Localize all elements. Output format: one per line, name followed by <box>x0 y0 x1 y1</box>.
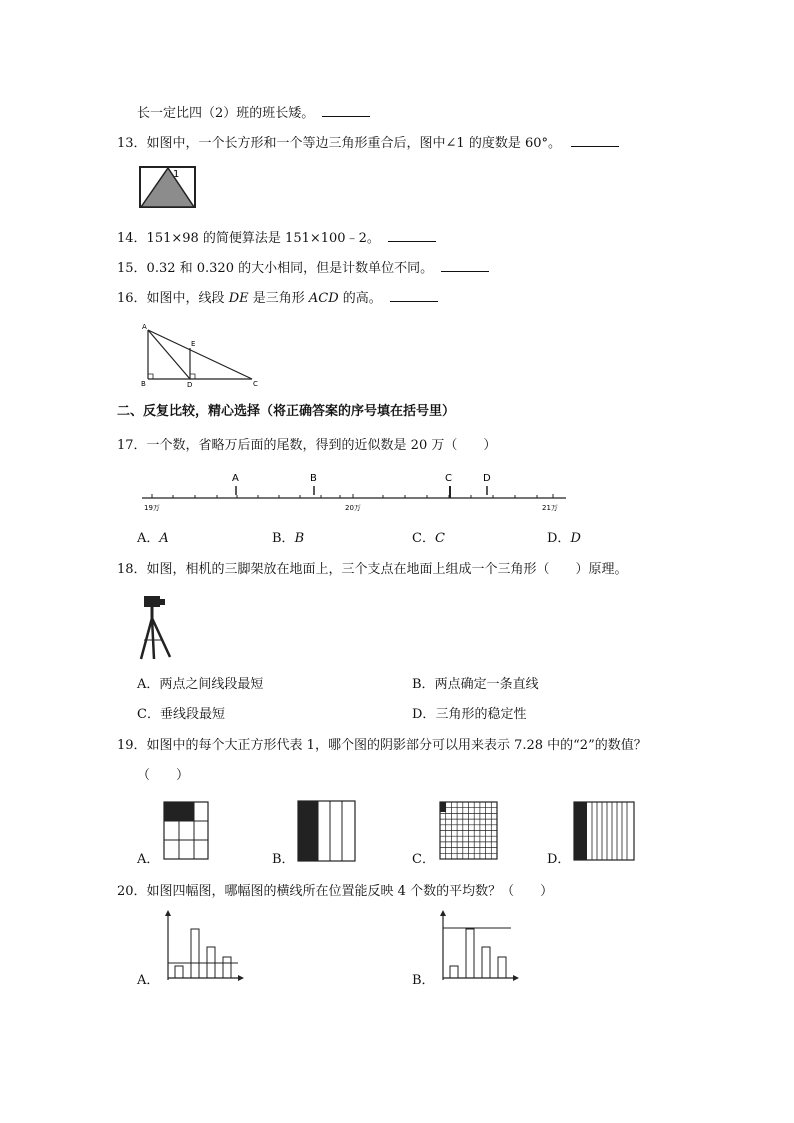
q17-option-a[interactable]: A．A <box>137 531 169 546</box>
point-b-label: B <box>310 473 317 484</box>
y-axis-arrow <box>165 910 171 916</box>
q16-figure <box>140 320 265 388</box>
point-d-label: D <box>483 473 491 484</box>
q20-chart-b <box>435 910 520 985</box>
point-c-label: C <box>445 473 452 484</box>
q16-text-post: 的高。 <box>338 291 382 306</box>
q17-option-d[interactable]: D．D <box>547 531 581 546</box>
bar <box>466 929 474 978</box>
section-2-heading: 二、反复比较，精心选择（将正确答案的序号填在括号里） <box>117 404 456 419</box>
angle-1-label: 1 <box>173 169 180 180</box>
q14 <box>117 229 436 248</box>
axis-label-21w: 21万 <box>542 504 558 512</box>
q19-option-c[interactable]: C． <box>412 852 435 867</box>
q18-option-a[interactable]: A．两点之间线段最短 <box>137 677 264 692</box>
bar <box>175 966 183 978</box>
q16-segment: DE <box>228 291 249 306</box>
q19-paren: （ ） <box>137 768 190 783</box>
x-axis-arrow <box>513 975 519 981</box>
q17-stem: 17．一个数，省略万后面的尾数，得到的近似数是 20 万（ ） <box>117 438 497 453</box>
label-e: E <box>191 340 196 348</box>
q13-text: 13．如图中，一个长方形和一个等边三角形重合后，图中∠1 的度数是 60°。 <box>117 136 562 151</box>
q15-text: 15．0.32 和 0.320 的大小相同，但是计数单位不同。 <box>117 261 434 276</box>
q18-stem: 18．如图，相机的三脚架放在地面上，三个支点在地面上组成一个三角形（ ）原理。 <box>117 562 628 577</box>
q16-triangle: ACD <box>308 291 339 306</box>
q20-option-a[interactable]: A． <box>137 973 160 988</box>
bar <box>482 947 490 978</box>
q18-option-b[interactable]: B．两点确定一条直线 <box>412 677 539 692</box>
right-angle-d <box>190 374 195 379</box>
q13 <box>117 134 619 153</box>
q12-answer-blank[interactable] <box>322 104 370 117</box>
q19-stem: 19．如图中的每个大正方形代表 1，哪个图的阴影部分可以用来表示 7.28 中的“2”的数值？ <box>117 738 647 753</box>
camera-lens <box>159 599 165 605</box>
q16 <box>117 289 438 308</box>
q17-option-c[interactable]: C．C <box>412 531 445 546</box>
q14-answer-blank[interactable] <box>388 229 436 242</box>
label-a: A <box>142 323 147 331</box>
shaded-part <box>574 802 587 860</box>
y-axis-arrow <box>440 910 446 916</box>
label-c: C <box>253 380 258 388</box>
bar <box>191 929 199 978</box>
q12-text: 长一定比四（2）班的班长矮。 <box>137 106 315 121</box>
q18-option-d[interactable]: D．三角形的稳定性 <box>412 707 527 722</box>
q17-option-b[interactable]: B．B <box>272 531 305 546</box>
q17-number-line <box>140 466 570 514</box>
camera-body <box>144 596 160 607</box>
axis-label-19w: 19万 <box>144 504 160 512</box>
q13-answer-blank[interactable] <box>571 134 619 147</box>
q19-figure-d <box>573 801 637 863</box>
bar <box>498 957 506 978</box>
q15 <box>117 259 489 278</box>
q14-text: 14．151×98 的简便算法是 151×100﹣2。 <box>117 231 380 246</box>
ticks <box>152 494 553 498</box>
label-b: B <box>141 380 146 388</box>
q15-answer-blank[interactable] <box>441 259 489 272</box>
equilateral-triangle <box>141 168 194 207</box>
q13-figure <box>138 165 198 210</box>
q20-option-b[interactable]: B． <box>412 973 435 988</box>
label-d: D <box>187 381 193 388</box>
q12-tail <box>137 104 370 123</box>
q19-figure-b <box>297 800 357 863</box>
tripod-icon <box>138 592 172 662</box>
axis-label-20w: 20万 <box>345 504 361 512</box>
q16-text-mid: 是三角形 <box>248 291 309 306</box>
tripod-leg-left <box>141 618 152 659</box>
q19-option-b[interactable]: B． <box>272 852 295 867</box>
shaded-part <box>440 802 446 812</box>
bar <box>450 966 458 978</box>
q20-stem: 20．如图四幅图，哪幅图的横线所在位置能反映 4 个数的平均数？（ ） <box>117 884 554 899</box>
bar <box>223 957 231 978</box>
q19-option-a[interactable]: A． <box>137 852 160 867</box>
shaded-part <box>298 801 318 861</box>
side-ac <box>148 330 252 379</box>
side-ad <box>148 330 190 379</box>
q18-option-c[interactable]: C．垂线段最短 <box>137 707 225 722</box>
q19-figure-a <box>163 801 211 861</box>
x-axis-arrow <box>238 975 244 981</box>
point-a-label: A <box>232 473 239 484</box>
q20-chart-a <box>160 910 245 985</box>
right-angle-b <box>148 374 153 379</box>
q19-option-d[interactable]: D． <box>547 852 571 867</box>
q19-figure-c <box>439 801 499 861</box>
q16-text-pre: 16．如图中，线段 <box>117 291 229 306</box>
q16-answer-blank[interactable] <box>390 289 438 302</box>
